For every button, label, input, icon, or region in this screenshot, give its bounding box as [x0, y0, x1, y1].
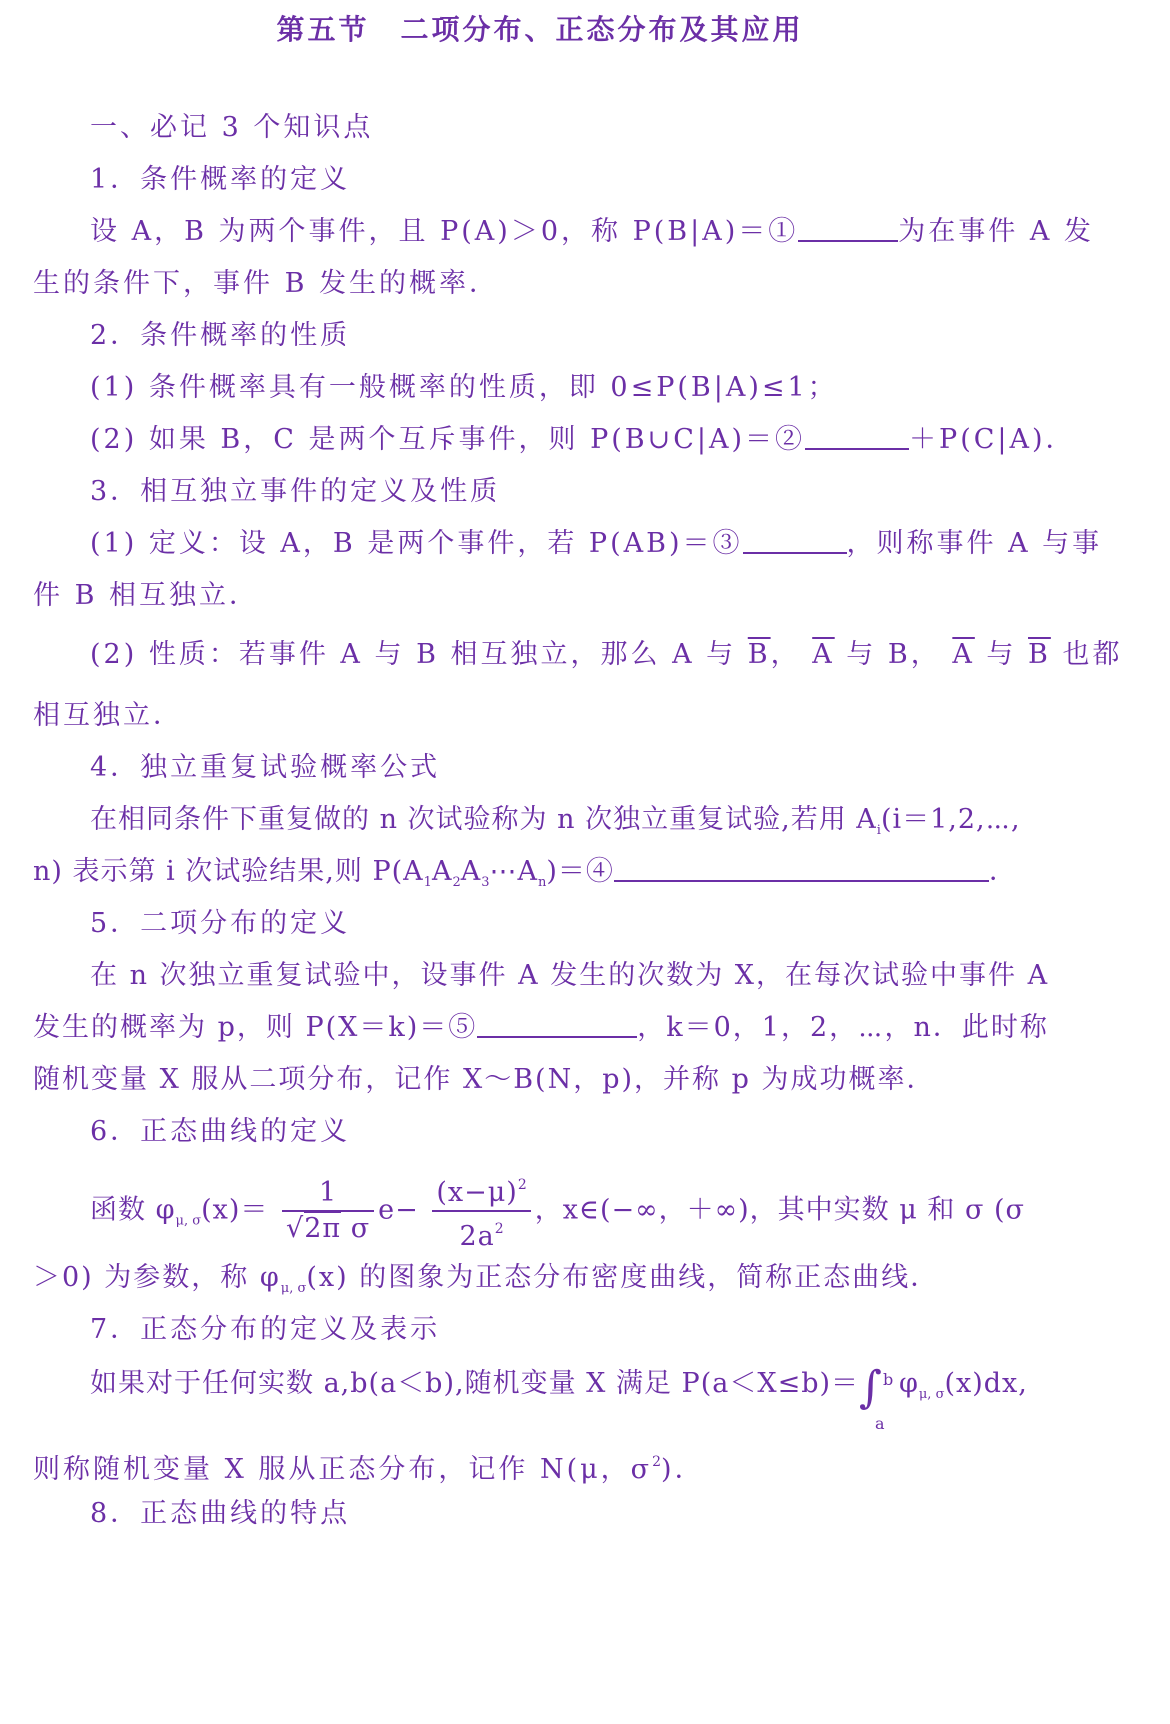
text: 2a — [459, 1221, 495, 1252]
text: n) 表示第 i 次试验结果,则 P(A — [33, 856, 424, 887]
section-6-heading: 6．正态曲线的定义 — [90, 1116, 351, 1147]
subscript: 1 — [423, 875, 432, 890]
section-2-prop-2 — [0, 422, 1170, 458]
denominator — [282, 1212, 374, 1246]
text: (x) 的图象为正态分布密度曲线，简称正态曲线． — [306, 1262, 940, 1293]
section-3-def-line-1 — [0, 526, 1170, 562]
section-3-property-line-1 — [0, 637, 1170, 673]
section-1-heading: 1．条件概率的定义 — [90, 164, 351, 195]
fraction-coefficient — [282, 1176, 374, 1246]
text: φ — [898, 1368, 919, 1399]
section-2-prop-1: (1) 条件概率具有一般概率的性质，即 0≤P(B|A)≤1； — [90, 372, 838, 403]
text: 设 A，B 为两个事件，且 P(A)＞0，称 P(B|A)＝① — [90, 216, 799, 247]
text: A — [460, 856, 482, 887]
subscript: 2 — [452, 875, 461, 890]
text: ，x∈(−∞，＋∞)，其中实数 μ 和 σ (σ — [534, 1194, 1025, 1226]
subscript: μ, σ — [175, 1213, 202, 1229]
section-3-property-line-2: 相互独立． — [33, 700, 183, 731]
section-7-line-1 — [0, 1362, 1170, 1433]
overline-a: $\overline{A}$ — [812, 639, 835, 670]
text: 与 B， — [846, 639, 941, 670]
radicand: 2π — [304, 1213, 342, 1244]
text: (x)＝ — [201, 1194, 269, 1226]
section-7-line-2 — [0, 1444, 1113, 1488]
text: 发生的概率为 p，则 P(X＝k)＝⑤ — [33, 1012, 478, 1043]
text: ⋯A — [489, 856, 539, 887]
text: (1) 定义：设 A，B 是两个事件，若 P(AB)＝③ — [90, 528, 743, 559]
section-4-line-1 — [0, 802, 1170, 849]
overline-a: $\overline{A}$ — [952, 639, 975, 670]
text: (x−μ) — [436, 1177, 518, 1208]
text: A — [431, 856, 453, 887]
text: σ — [350, 1213, 371, 1244]
text: ，k＝0，1，2，⋯，n．此时称 — [637, 1012, 1049, 1043]
text: ，则称事件 A 与事 — [846, 528, 1103, 559]
section-5-heading: 5．二项分布的定义 — [90, 908, 351, 939]
main-heading: 一、必记 3 个知识点 — [90, 112, 374, 143]
section-5-line-1: 在 n 次独立重复试验中，设事件 A 发生的次数为 X，在每次试验中事件 A — [90, 960, 1050, 991]
subscript: n — [538, 875, 547, 890]
blank-2 — [805, 422, 909, 450]
section-3-heading: 3．相互独立事件的定义及性质 — [90, 476, 501, 507]
subscript: 3 — [481, 875, 490, 890]
blank-3 — [743, 526, 847, 554]
text: )＝④ — [546, 856, 614, 887]
section-1-line-1 — [0, 214, 1170, 250]
text: 为在事件 A 发 — [898, 216, 1094, 247]
overline-b: $\overline{B}$ — [1028, 639, 1051, 670]
text: ． — [988, 856, 1017, 887]
superscript: 2 — [652, 1454, 662, 1470]
section-7-heading: 7．正态分布的定义及表示 — [90, 1314, 441, 1345]
section-5-line-2 — [0, 1010, 1113, 1046]
section-4-heading: 4．独立重复试验概率公式 — [90, 752, 441, 783]
numerator: 1 — [282, 1176, 374, 1212]
superscript: 2 — [494, 1221, 504, 1237]
overline-b: $\overline{B}$ — [747, 639, 771, 670]
section-6-line-2 — [0, 1260, 1113, 1307]
text: 函数 φ — [90, 1194, 176, 1226]
text: (2) 性质：若事件 A 与 B 相互独立，那么 A 与 — [90, 639, 737, 670]
fraction-exponent — [432, 1168, 530, 1254]
text: 与 — [986, 639, 1017, 670]
text: (2) 如果 B，C 是两个互斥事件，则 P(B∪C|A)＝② — [90, 424, 806, 455]
blank-4 — [614, 854, 989, 882]
section-6-formula — [0, 1168, 1170, 1256]
text: (i＝1,2,⋯, — [880, 804, 1021, 835]
sqrt-symbol: √ — [285, 1213, 305, 1244]
denominator — [432, 1212, 530, 1254]
text: 也都 — [1062, 639, 1123, 670]
text: (x)dx, — [944, 1368, 1028, 1399]
text: e− — [378, 1194, 419, 1226]
blank-5 — [477, 1010, 637, 1038]
section-3-def-line-2: 件 B 相互独立． — [33, 580, 260, 611]
upper-limit: b — [882, 1370, 895, 1389]
text: ＞0) 为参数，称 φ — [33, 1262, 281, 1293]
page-title: 第五节 二项分布、正态分布及其应用 — [276, 13, 804, 46]
section-5-line-3: 随机变量 X 服从二项分布，记作 X～B(N，p)，并称 p 为成功概率． — [33, 1064, 936, 1095]
text: )． — [661, 1454, 705, 1485]
lower-limit: a — [874, 1414, 886, 1433]
text: 在相同条件下重复做的 n 次试验称为 n 次独立重复试验,若用 A — [90, 804, 877, 835]
text: ， — [770, 639, 801, 670]
section-8-heading: 8．正态曲线的特点 — [90, 1498, 351, 1529]
text: 如果对于任何实数 a,b(a＜b),随机变量 X 满足 P(a＜X≤b)＝ — [90, 1368, 860, 1399]
superscript: 2 — [517, 1177, 527, 1193]
section-2-heading: 2．条件概率的性质 — [90, 320, 351, 351]
section-1-line-2: 生的条件下，事件 B 发生的概率． — [33, 268, 500, 299]
subscript: μ, σ — [918, 1387, 945, 1402]
blank-1 — [798, 214, 898, 242]
numerator — [432, 1168, 530, 1212]
integral-sign: ∫ — [859, 1362, 883, 1413]
subscript: μ, σ — [280, 1281, 307, 1296]
text: 则称随机变量 X 服从正态分布，记作 N(μ，σ — [33, 1454, 653, 1485]
text: ＋P(C|A)． — [909, 424, 1076, 455]
section-4-line-2 — [0, 854, 1113, 901]
subscript: i — [876, 823, 881, 838]
